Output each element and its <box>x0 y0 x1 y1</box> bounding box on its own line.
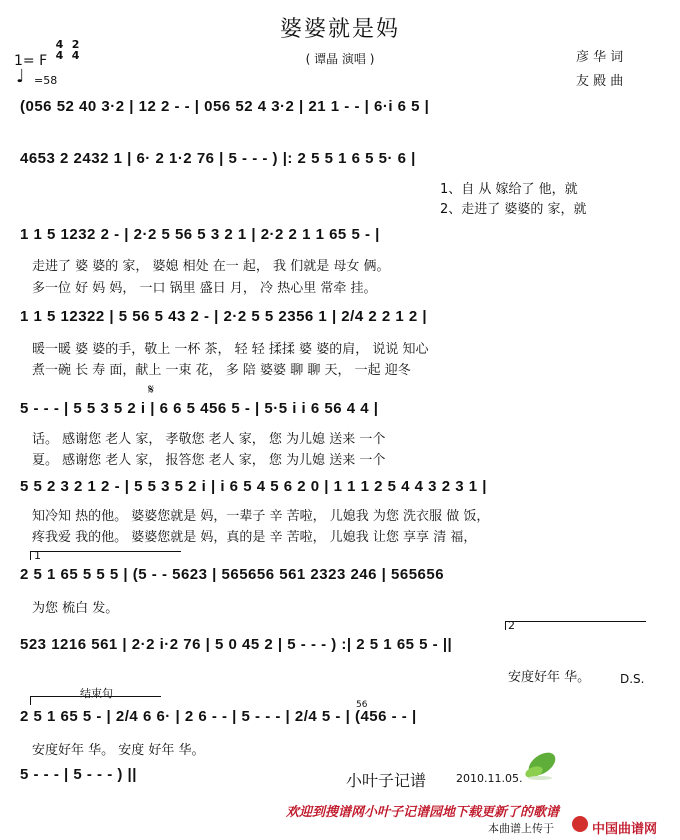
upload-note: 本曲谱上传于 <box>488 822 554 835</box>
lyric-line-7: 为您 梳白 发。 <box>32 601 119 616</box>
quarter-note-icon: ♩ <box>16 66 25 87</box>
ds-marking: D.S. <box>620 672 645 686</box>
ts1-top: 4 <box>55 38 64 51</box>
lyric-line-8: 安度好年 华。 <box>508 670 591 685</box>
green-leaf-icon <box>520 748 560 782</box>
lyric-line-2a: 1、自 从 嫁给了 他，就 <box>440 182 578 197</box>
signature-text: 小叶子记谱 <box>346 771 427 790</box>
tempo-marking: =58 <box>34 74 58 87</box>
lyric-line-3b: 多一位 好 妈 妈， 一口 锅里 盛日 月， 冷 热心里 常牵 挂。 <box>32 281 377 296</box>
time-signature-4-4 <box>56 39 64 61</box>
score-line-6: 5 5 2 3 2 1 2 - | 5 5 3 5 2 i | i 6 5 4 5 6 2 0 | 1 1 1 2 5 4 4 3 2 3 1 | <box>20 478 487 495</box>
site-logo-icon <box>572 816 588 832</box>
ts2-bottom: 4 <box>71 49 80 62</box>
score-line-1: (056 52 40 3·2 | 12 2 - - | 056 52 4 3·2 | 21 1 - - | 6·i 6 5 | <box>20 98 430 115</box>
lyric-line-6a: 知冷知 热的他。 婆婆您就是 妈，一辈子 辛 苦啦， 儿媳我 为您 洗衣服 做 饭， <box>32 509 490 524</box>
score-line-4: 1 1 5 12322 | 5 56 5 43 2 - | 2·2 5 5 2356 1 | 2/4 2 2 1 2 | <box>20 308 428 325</box>
ts1-bottom: 4 <box>55 49 64 62</box>
score-line-9: 2 5 1 65 5 - | 2/4 6 6· | 2 6 - - | 5 - - - | 2/4 5 - | (456 - - | <box>20 708 417 725</box>
welcome-banner: 欢迎到搜谱网小叶子记谱园地下载更新了的歌谱 <box>286 805 560 820</box>
lyric-line-9: 安度好年 华。 安度 好年 华。 <box>32 743 205 758</box>
lyricist-credit: 彦 华 词 <box>576 50 624 65</box>
song-title: 婆婆就是妈 <box>279 17 400 42</box>
time-signature-2-4 <box>72 39 80 61</box>
volta-2-label: 2 <box>508 619 515 632</box>
score-line-7: 2 5 1 65 5 5 5 | (5 - - 5623 | 565656 561 2323 246 | 565656 <box>20 566 445 583</box>
composer-credit: 友 殿 曲 <box>576 74 624 89</box>
lyric-line-5b: 夏。 感谢您 老人 家， 报答您 老人 家， 您 为儿媳 送来 一个 <box>32 453 386 468</box>
lyric-line-4b: 煮一碗 长 寿 面，献上 一束 花， 多 陪 婆婆 聊 聊 天， 一起 迎冬 <box>32 363 411 378</box>
lyric-line-2b: 2、走进了 婆婆的 家，就 <box>440 202 587 217</box>
score-line-2: 4653 2 2432 1 | 6· 2 1·2 76 | 5 - - - ) |: 2 5 5 1 6 5 5· 6 | <box>20 150 416 167</box>
lyric-line-6b: 疼我爱 我的他。 婆婆您就是 妈，真的是 辛 苦啦， 儿媳我 让您 享享 清 福， <box>32 530 477 545</box>
lyric-line-5a: 话。 感谢您 老人 家， 孝敬您 老人 家， 您 为儿媳 送来 一个 <box>32 432 386 447</box>
score-line-8: 523 1216 561 | 2·2 i·2 76 | 5 0 45 2 | 5 - - - ) :| 2 5 1 65 5 - || <box>20 636 453 653</box>
volta-2-bracket <box>505 621 646 630</box>
score-line-5: 5 - - - | 5 5 3 5 2 i | 6 6 5 456 5 - | 5·5 i i 6 56 4 4 | <box>20 400 379 417</box>
site-name[interactable]: 中国曲谱网 <box>592 822 658 837</box>
score-line-3: 1 1 5 1232 2 - | 2·2 5 56 5 3 2 1 | 2·2 2 1 1 65 5 - | <box>20 226 380 243</box>
lyric-line-4a: 暖一暖 婆 婆的手，敬上 一杯 茶， 轻 轻 揉揉 婆 婆的肩， 说说 知心 <box>32 342 429 357</box>
ending-label: 结束句 <box>80 687 113 700</box>
lyric-line-3a: 走进了 婆 婆的 家， 婆媳 相处 在一 起， 我 们就是 母女 俩。 <box>32 259 390 274</box>
score-line-10: 5 - - - | 5 - - - ) || <box>20 766 137 783</box>
performer-credit: ( 谭晶 演唱 ) <box>305 52 375 66</box>
small-56-marking: 56 <box>356 700 368 710</box>
ts2-top: 2 <box>71 38 80 51</box>
date-text: 2010.11.05. <box>456 772 523 785</box>
key-label: 1= F <box>14 53 48 69</box>
volta-1-label: 1 <box>34 549 41 562</box>
segno-sign: 𝄋 <box>148 382 155 398</box>
volta-1-bracket <box>30 551 181 560</box>
